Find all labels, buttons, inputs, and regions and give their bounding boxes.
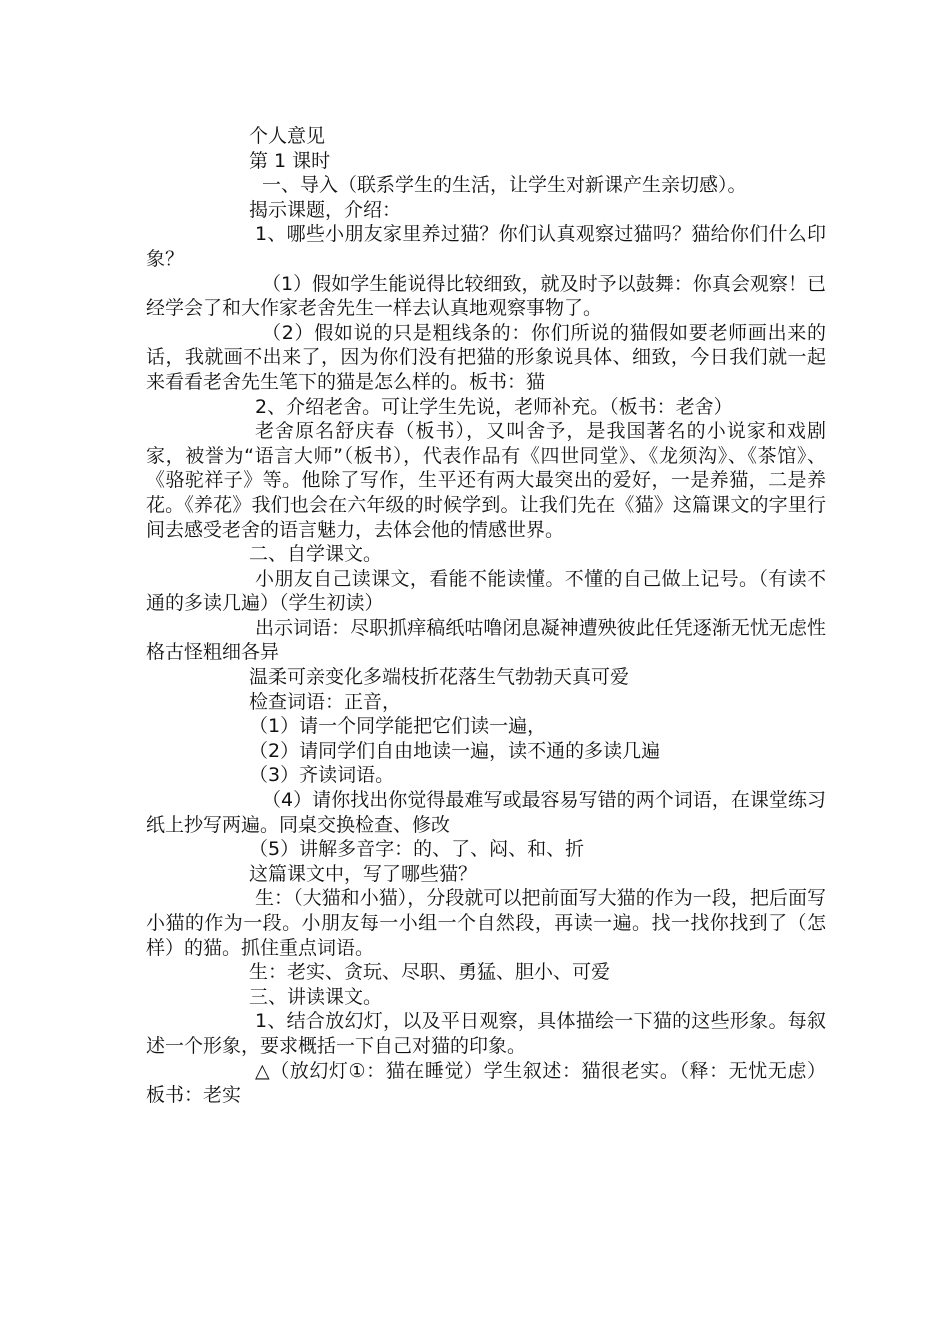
paragraph: 出示词语：尽职抓痒稿纸咕噜闭息凝神遭殃彼此任凭逐渐无忧无虑性格古怪粗细各异 [146,616,826,664]
paragraph: （1）请一个同学能把它们读一遍， [249,715,547,738]
paragraph: 第 1 课时 [249,149,331,172]
paragraph: 二、自学课文。 [249,543,383,566]
paragraph: （5）讲解多音字：的、了、闷、和、折 [249,838,585,861]
paragraph: 2、介绍老舍。可让学生先说，老师补充。（板书：老舍） [255,395,733,418]
paragraph: （2）假如说的只是粗线条的：你们所说的猫假如要老师画出来的话，我就画不出来了，因为你们没有把猫的形象说具体、细致，今日我们就一起来看看老舍先生笔下的猫是怎么样的。板书：猫 [146,321,826,393]
paragraph: 小朋友自己读课文，看能不能读懂。不懂的自己做上记号。（有读不通的多读几遍）（学生初读） [146,567,826,615]
paragraph: （1）假如学生能说得比较细致，就及时予以鼓舞：你真会观察！已经学会了和大作家老舍先生一样去认真地观察事物了。 [146,272,826,320]
paragraph: 生：（大猫和小猫），分段就可以把前面写大猫的作为一段，把后面写小猫的作为一段。小朋友每一小组一个自然段，再读一遍。找一找你找到了（怎样）的猫。抓住重点词语。 [146,887,826,959]
paragraph: 生：老实、贪玩、尽职、勇猛、胆小、可爱 [249,961,611,984]
paragraph: 个人意见 [249,125,326,147]
paragraph: 1、哪些小朋友家里养过猫？你们认真观察过猫吗？猫给你们什么印象？ [146,223,826,270]
paragraph: 老舍原名舒庆春（板书），又叫舍予，是我国著名的小说家和戏剧家，被誉为“语言大师”（板书），代表作品有《四世同堂》、《龙须沟》、《茶馆》、《骆驼祥子》等。他除了写作，生平还有两大最突出的爱好，一是养猫，二是养花。《养花》我们也会在六年级的时候学到。让我们先在《猫》这篇课文的字里行间去感受老舍的语言魅力，去体会他的情感世界。 [146,420,826,541]
paragraph: 温柔可亲变化多端枝折花落生气勃勃天真可爱 [249,666,630,689]
paragraph: 检查词语：正音， [249,690,402,713]
document-body [146,124,826,1108]
paragraph: 揭示课题，介绍： [249,198,402,221]
paragraph: （3）齐读词语。 [249,764,395,787]
paragraph: △（放幻灯①：猫在睡觉）学生叙述：猫很老实。（释：无忧无虑）板书：老实 [146,1059,826,1107]
paragraph: （4）请你找出你觉得最难写或最容易写错的两个词语，在课堂练习纸上抄写两遍。同桌交换检查、修改 [146,789,826,836]
paragraph: （2）请同学们自由地读一遍，读不通的多读几遍 [249,739,661,762]
paragraph: 这篇课文中，写了哪些猫？ [249,862,478,885]
paragraph: 三、讲读课文。 [249,985,383,1008]
paragraph: 1、结合放幻灯，以及平日观察，具体描绘一下猫的这些形象。每叙述一个形象，要求概括一下自己对猫的印象。 [146,1010,826,1057]
paragraph: 一、导入（联系学生的生活，让学生对新课产生亲切感）。 [262,174,747,197]
